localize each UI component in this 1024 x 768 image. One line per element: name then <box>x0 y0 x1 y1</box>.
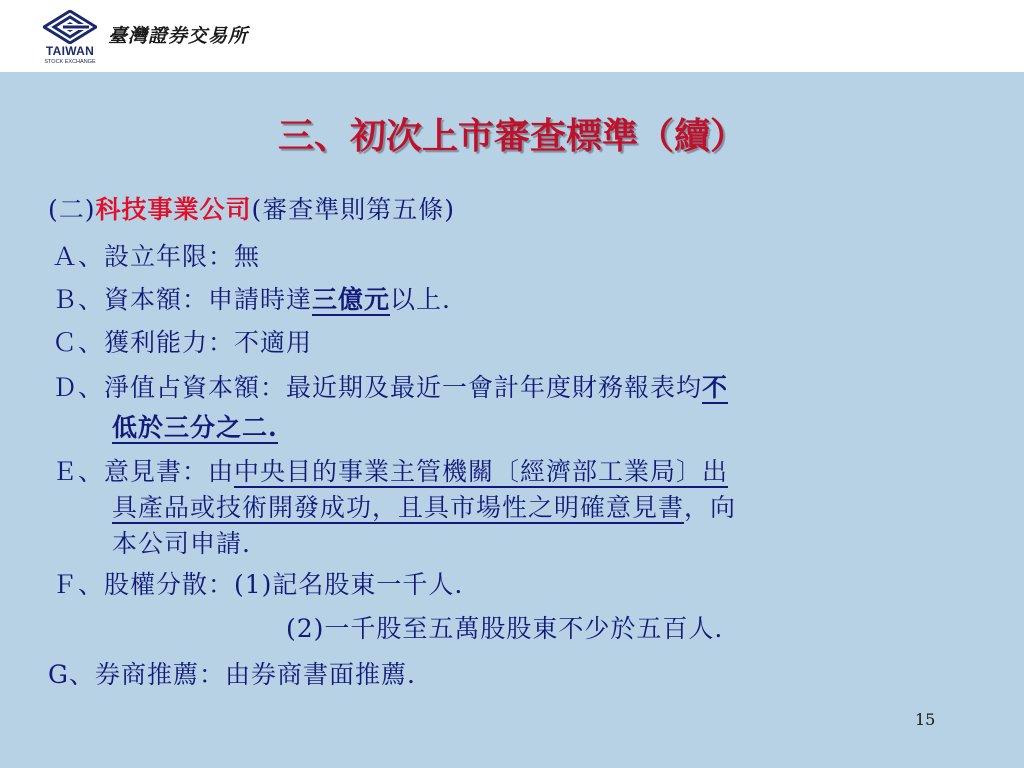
item-e-line2 <box>112 491 736 525</box>
item-b-amount: 三億元 <box>312 285 391 314</box>
item-e-pre: Ｅ、意見書：由 <box>52 457 235 486</box>
slide-title: 三、初次上市審查標準（續） <box>277 115 746 157</box>
org-name: 臺灣證券交易所 <box>108 25 249 47</box>
section-heading <box>48 193 455 227</box>
item-d-underline2: 低於三分之二. <box>112 413 278 442</box>
item-b <box>52 283 451 317</box>
item-c: Ｃ、獲利能力：不適用 <box>52 328 313 357</box>
item-d-underline1: 不 <box>702 373 729 402</box>
twse-diamond-icon <box>43 10 97 44</box>
logo-text: TAIWAN <box>45 44 95 58</box>
logo-subtext: STOCK EXCHANGE <box>44 59 96 65</box>
section-rest: (審查準則第五條) <box>251 195 456 224</box>
item-f-line2: (2)一千股至五萬股股東不少於五百人. <box>286 614 724 643</box>
item-b-pre: Ｂ、資本額：申請時達 <box>52 285 313 314</box>
item-d-line1 <box>52 371 728 405</box>
header-bar <box>0 0 1024 72</box>
item-b-post: 以上. <box>390 285 451 314</box>
item-g: G、券商推薦：由券商書面推薦. <box>48 660 416 689</box>
section-highlight: 科技事業公司 <box>95 195 252 224</box>
item-e-underline2: 具產品或技術開發成功，且具市場性之明確意見書 <box>112 493 685 522</box>
item-f-line1: Ｆ、股權分散：(1)記名股東一千人. <box>52 570 464 599</box>
section-open: (二) <box>48 195 96 224</box>
item-a: Ａ、設立年限：無 <box>52 242 261 271</box>
item-d-pre: Ｄ、淨值占資本額：最近期及最近一會計年度財務報表均 <box>52 373 703 402</box>
item-e-post: ，向 <box>684 493 737 522</box>
item-e-line1 <box>52 455 728 489</box>
twse-logo <box>35 10 105 68</box>
item-e-line3: 本公司申請. <box>112 529 251 558</box>
page-number: 15 <box>915 710 936 729</box>
item-e-underline1: 中央目的事業主管機關〔經濟部工業局〕出 <box>234 457 729 486</box>
item-d-line2 <box>112 411 278 445</box>
